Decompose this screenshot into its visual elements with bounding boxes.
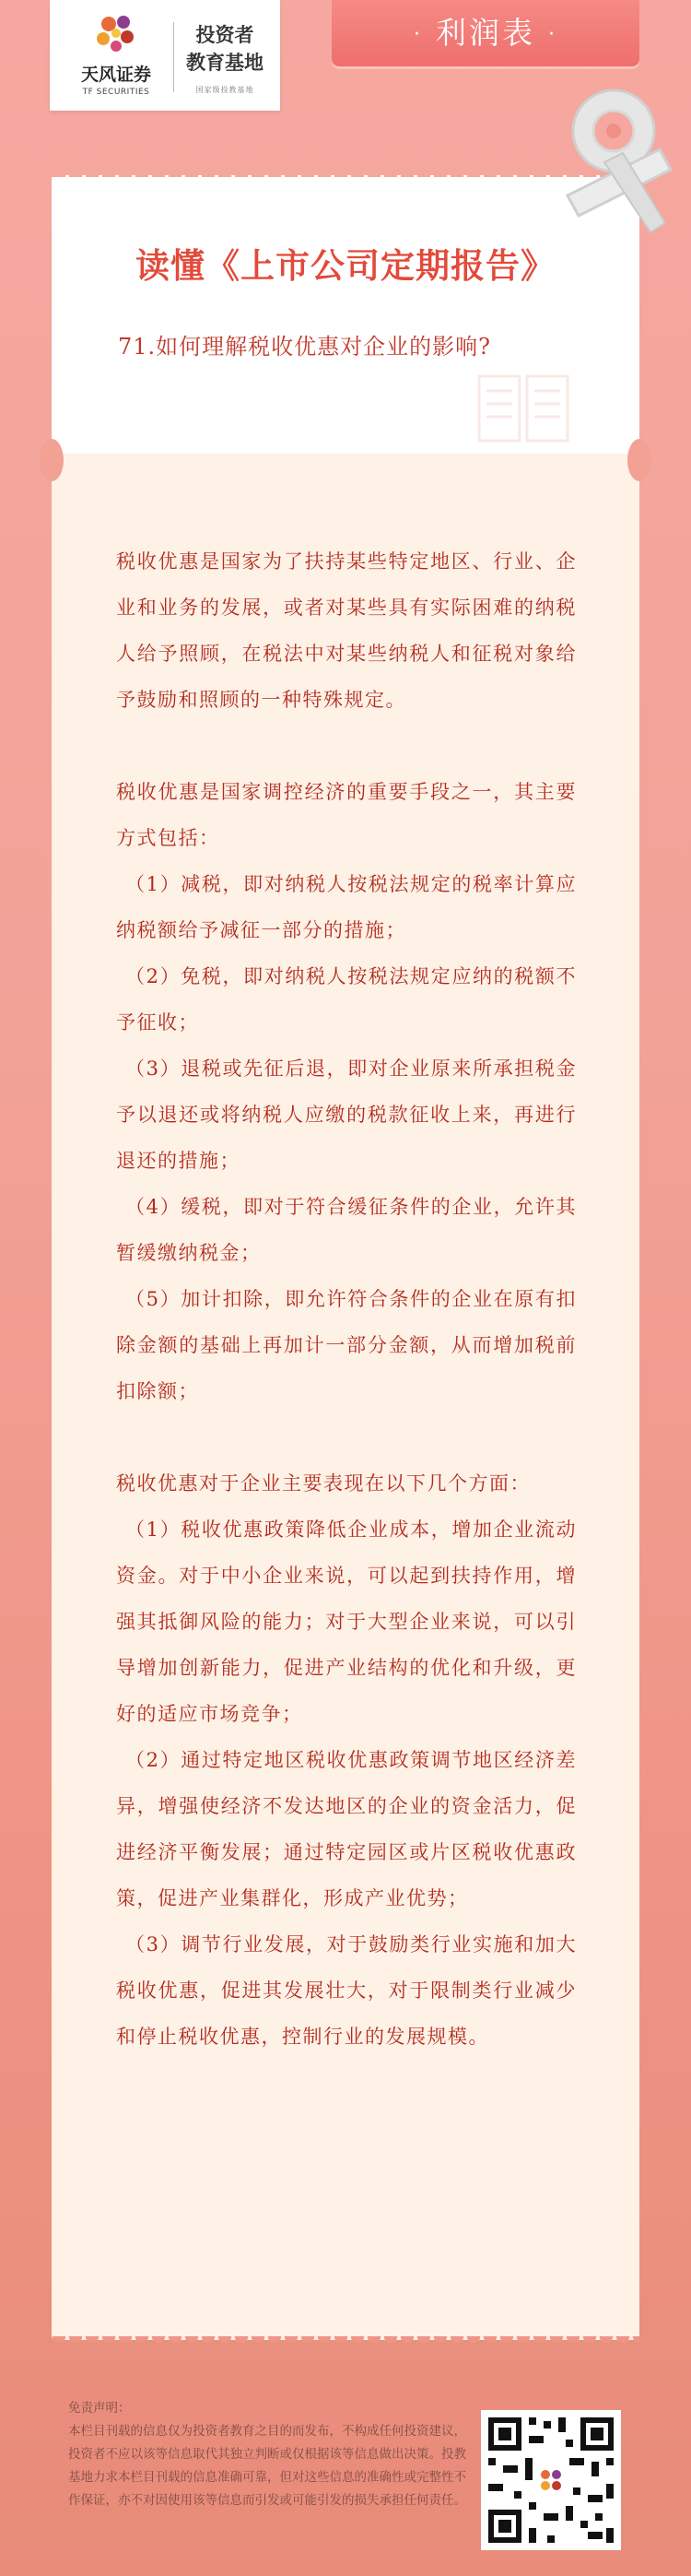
intro-paragraph: 税收优惠是国家为了扶持某些特定地区、行业、企业和业务的发展，或者对某些具有实际困难的纳税人给予照顾，在税法中对某些纳税人和征税对象给予鼓励和照顾的一种特殊规定。 (116, 550, 577, 711)
binder-clip-icon (549, 85, 678, 246)
base-subtitle: 国家级投教基地 (195, 86, 254, 94)
category-tag-label: 利润表 (436, 15, 535, 51)
base-title-line2: 教育基地 (186, 52, 264, 74)
brand-logo (50, 0, 280, 111)
methods-intro: 税收优惠是国家调控经济的重要手段之一，其主要方式包括： (116, 781, 577, 849)
article-body (116, 538, 577, 2060)
base-title-line1: 投资者 (195, 24, 254, 46)
effect-item: （2）通过特定地区税收优惠政策调节地区经济差异，增强使经济不发达地区的企业的资金活力，促进经济平衡发展；通过特定园区或片区税收优惠政策，促进产业集群化，形成产业优势； (116, 1749, 577, 1909)
method-item: （3）退税或先征后退，即对企业原来所承担税金予以退还或将纳税人应缴的税款征收上来，再进行退还的措施； (116, 1058, 577, 1172)
card-bottom-scallop (52, 2336, 639, 2351)
right-notch (627, 439, 651, 481)
brand-name: 天风证券 (80, 65, 151, 85)
method-item: （4）缓税，即对于符合缓征条件的企业，允许其暂缓缴纳税金； (116, 1196, 577, 1264)
brand-name-en: TF SECURITIES (82, 88, 150, 97)
method-item: （1）减税，即对纳税人按税法规定的税率计算应纳税额给予减征一部分的措施； (116, 873, 577, 941)
disclaimer (68, 2397, 474, 2512)
left-notch (40, 439, 64, 481)
qr-code-icon (481, 2410, 621, 2550)
effect-item: （1）税收优惠政策降低企业成本，增加企业流动资金。对于中小企业来说，可以起到扶持作用，增强其抵御风险的能力；对于大型企业来说，可以引导增加创新能力，促进产业结构的优化和升级，更好的适应市场竞争； (116, 1518, 577, 1725)
flower-logo-icon (90, 9, 142, 61)
page-title: 读懂《上市公司定期报告》 (135, 246, 556, 286)
question-heading: 71.如何理解税收优惠对企业的影响? (118, 334, 492, 360)
disclaimer-title: 免责声明： (68, 2401, 131, 2416)
disclaimer-text: 本栏目刊载的信息仅为投资者教育之目的而发布，不构成任何投资建议，投资者不应以该等信息取代其独立判断或仅根据该等信息做出决策。投教基地力求本栏目刊载的信息准确可靠，但对这些信息的准确性或完整性不作保证，亦不对因使用该等信息而引发或可能引发的损失承担任何责任。 (68, 2424, 466, 2508)
effects-intro: 税收优惠对于企业主要表现在以下几个方面： (116, 1472, 531, 1495)
document-icon (475, 372, 571, 444)
method-item: （2）免税，即对纳税人按税法规定应纳的税额不予征收； (116, 965, 577, 1034)
category-tag: · 利润表 · (332, 0, 639, 66)
effect-item: （3）调节行业发展，对于鼓励类行业实施和加大税收优惠，促进其发展壮大，对于限制类行业减少和停止税收优惠，控制行业的发展规模。 (116, 1933, 577, 2048)
method-item: （5）加计扣除，即允许符合条件的企业在原有扣除金额的基础上再加计一部分金额，从而增加税前扣除额； (116, 1288, 577, 1402)
